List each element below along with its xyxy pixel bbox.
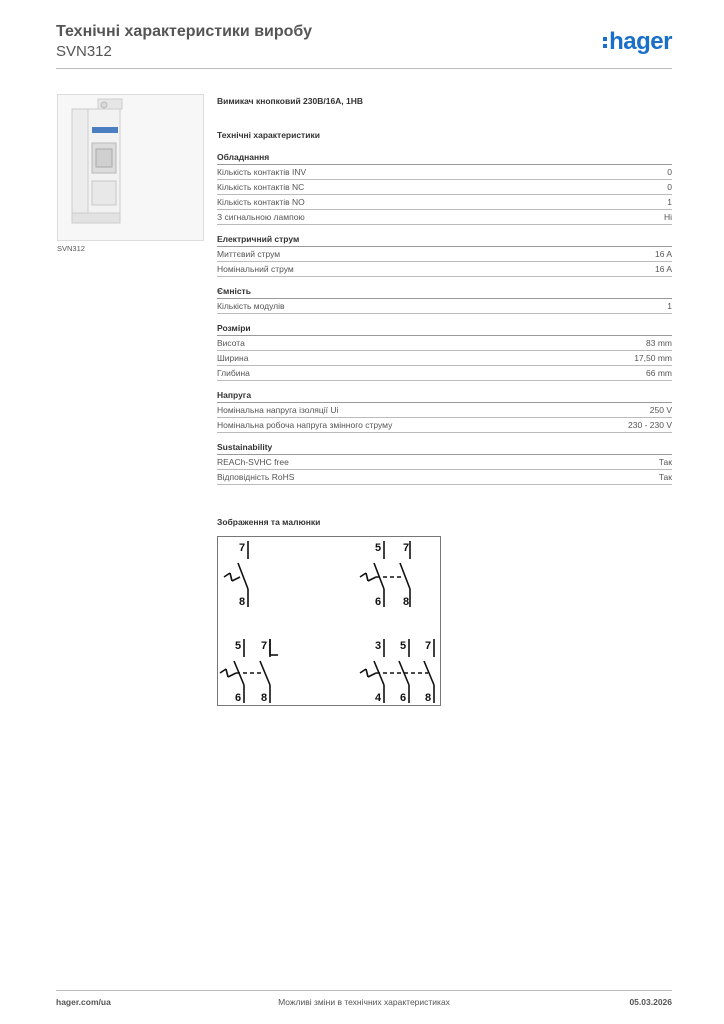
section-title: Електричний струм xyxy=(217,234,672,247)
spec-value: 230 - 230 V xyxy=(628,420,672,430)
spec-row xyxy=(217,247,672,262)
schematic-line xyxy=(238,563,248,589)
drawings-heading: Зображення та малюнки xyxy=(217,517,321,527)
spec-label: REACh-SVHC free xyxy=(217,457,289,467)
terminal-label: 8 xyxy=(403,596,410,608)
terminal-label: 7 xyxy=(261,640,268,652)
schematic-line xyxy=(374,563,384,589)
spec-label: Номінальна напруга ізоляції Ui xyxy=(217,405,339,415)
spec-label: Висота xyxy=(217,338,245,348)
spec-section xyxy=(217,442,672,485)
spec-value: 83 mm xyxy=(646,338,672,348)
spec-row xyxy=(217,418,672,433)
terminal-label: 8 xyxy=(239,596,246,608)
spec-section xyxy=(217,323,672,381)
product-image xyxy=(57,94,204,241)
spec-row xyxy=(217,366,672,381)
spec-value: Так xyxy=(658,472,672,482)
spec-row xyxy=(217,455,672,470)
terminal-label: 7 xyxy=(403,542,410,554)
spec-value: 1 xyxy=(667,197,672,207)
spec-label: Миттєвий струм xyxy=(217,249,281,259)
terminal-label: 6 xyxy=(375,596,382,608)
spec-label: Кількість контактів NO xyxy=(217,197,305,207)
schematic-line xyxy=(366,573,368,581)
spec-label: Відповідність RoHS xyxy=(217,472,295,482)
spec-row xyxy=(217,403,672,418)
spec-section xyxy=(217,286,672,314)
spec-label: Номінальна робоча напруга змінного струму xyxy=(217,420,393,430)
terminal-label: 7 xyxy=(425,640,432,652)
spec-value: Так xyxy=(658,457,672,467)
spec-value: 16 A xyxy=(654,264,672,274)
footer-note: Можливі зміни в технічних характеристиках xyxy=(278,997,450,1007)
spec-row xyxy=(217,336,672,351)
spec-section xyxy=(217,390,672,433)
tech-heading: Технічні характеристики xyxy=(217,130,320,140)
schematic-line xyxy=(360,573,366,577)
spec-label: З сигнальною лампою xyxy=(217,212,305,222)
header xyxy=(56,22,672,61)
spec-row xyxy=(217,470,672,485)
terminal-label: 6 xyxy=(400,692,407,704)
spec-value: 17,50 mm xyxy=(634,353,672,363)
terminal-label: 6 xyxy=(235,692,242,704)
schematic-line xyxy=(360,669,366,673)
logo-dots-icon xyxy=(603,34,607,51)
schematic-line xyxy=(224,573,230,577)
terminal-label: 8 xyxy=(261,692,268,704)
terminal-label: 5 xyxy=(235,640,242,652)
schematic-line xyxy=(400,563,410,589)
schematic-line xyxy=(366,669,368,677)
spec-section xyxy=(217,152,672,225)
schematic-line xyxy=(228,673,236,677)
spec-content xyxy=(217,96,672,494)
wiring-diagram xyxy=(217,536,441,706)
product-description: Вимикач кнопковий 230В/16А, 1НВ xyxy=(217,96,364,106)
spec-section xyxy=(217,234,672,277)
section-title: Напруга xyxy=(217,390,672,403)
schematic-line xyxy=(220,669,226,673)
spec-row xyxy=(217,299,672,314)
schematic-line xyxy=(226,669,228,677)
terminal-label: 3 xyxy=(375,640,382,652)
spec-value: 16 A xyxy=(654,249,672,259)
spec-label: Кількість модулів xyxy=(217,301,285,311)
section-title: Sustainability xyxy=(217,442,672,455)
spec-label: Кількість контактів NC xyxy=(217,182,305,192)
terminal-label: 4 xyxy=(375,692,382,704)
wiring-diagram-svg xyxy=(218,537,440,705)
spec-value: Ні xyxy=(663,212,672,222)
spec-sections xyxy=(217,152,672,485)
spec-label: Ширина xyxy=(217,353,249,363)
header-divider xyxy=(56,68,672,69)
image-caption: SVN312 xyxy=(57,244,85,253)
hager-logo xyxy=(603,28,672,56)
section-title: Ємність xyxy=(217,286,672,299)
spec-value: 66 mm xyxy=(646,368,672,378)
terminal-label: 5 xyxy=(375,542,382,554)
spec-value: 0 xyxy=(667,167,672,177)
schematic-line xyxy=(232,577,240,581)
spec-value: 1 xyxy=(667,301,672,311)
spec-label: Номінальний струм xyxy=(217,264,294,274)
page-subtitle: SVN312 xyxy=(56,43,112,60)
spec-row xyxy=(217,351,672,366)
spec-label: Кількість контактів INV xyxy=(217,167,307,177)
spec-label: Глибина xyxy=(217,368,250,378)
footer-website[interactable]: hager.com/ua xyxy=(56,997,111,1007)
product-image-drawing xyxy=(58,95,203,240)
spec-row xyxy=(217,210,672,225)
terminal-label: 7 xyxy=(239,542,246,554)
spec-row xyxy=(217,262,672,277)
section-title: Обладнання xyxy=(217,152,672,165)
terminal-label: 5 xyxy=(400,640,407,652)
section-title: Розміри xyxy=(217,323,672,336)
terminal-label: 8 xyxy=(425,692,432,704)
spec-row xyxy=(217,180,672,195)
spec-row xyxy=(217,165,672,180)
schematic-line xyxy=(368,577,376,581)
schematic-line xyxy=(230,573,232,581)
footer-date: 05.03.2026 xyxy=(629,997,672,1007)
footer-divider xyxy=(56,990,672,991)
schematic-line xyxy=(368,673,376,677)
spec-value: 250 V xyxy=(649,405,672,415)
logo-text: hager xyxy=(609,28,672,55)
schematic-line xyxy=(260,661,270,685)
spec-value: 0 xyxy=(667,182,672,192)
page-title: Технічні характеристики виробу xyxy=(56,23,312,40)
spec-row xyxy=(217,195,672,210)
